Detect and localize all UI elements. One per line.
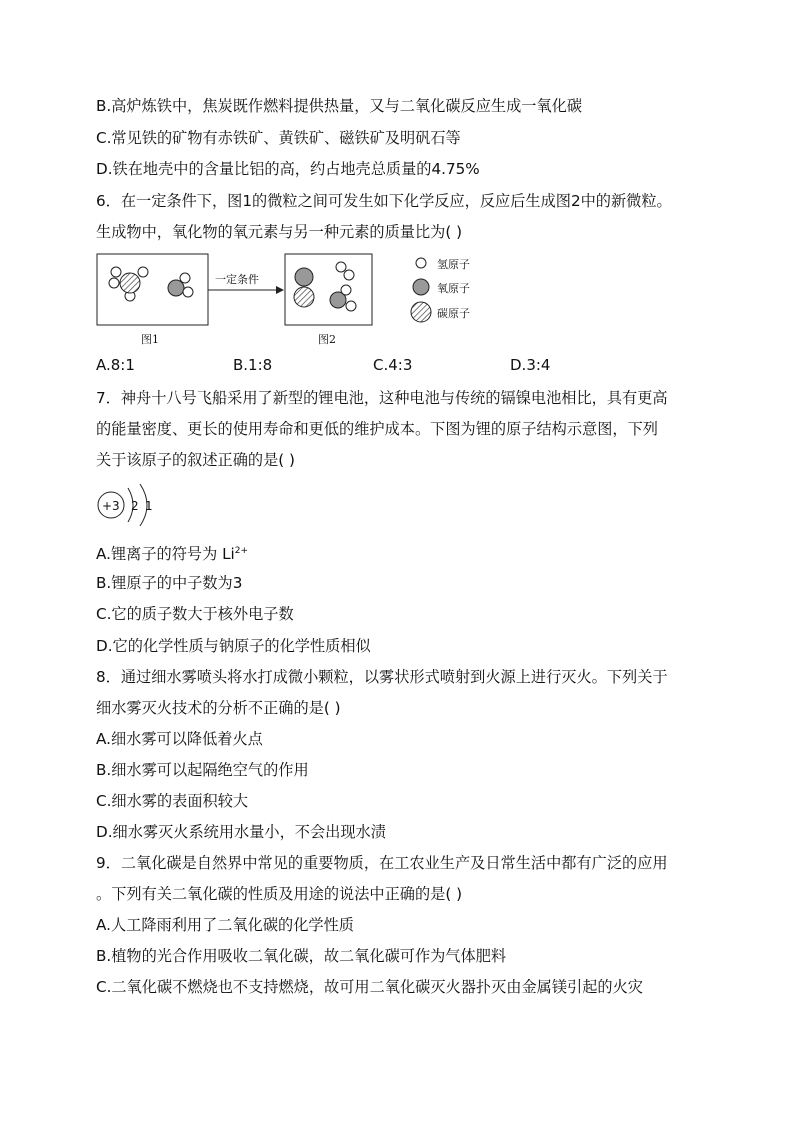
question-7-line-1: 7．神舟十八号飞船采用了新型的锂电池，这种电池与传统的镉镍电池相比，具有更高 <box>96 389 668 407</box>
q8-option-b[interactable]: B.细水雾可以起隔绝空气的作用 <box>96 761 309 779</box>
carbon-legend-icon <box>411 302 431 322</box>
reaction-figure <box>0 250 794 360</box>
question-6-line-2: 生成物中，氧化物的氧元素与另一种元素的质量比为( ) <box>96 223 462 241</box>
legend-carbon: 碳原子 <box>437 307 470 320</box>
arrow-label: 一定条件 <box>215 273 259 286</box>
water-molecule <box>168 273 193 297</box>
figure-1-label: 图1 <box>141 333 159 346</box>
oxygen-legend-icon <box>413 279 429 295</box>
q7-option-a[interactable] <box>96 541 248 564</box>
q7-option-a-text: A.锂离子的符号为 Li <box>96 545 235 564</box>
question-8-line-2: 细水雾灭火技术的分析不正确的是( ) <box>96 699 341 717</box>
q9-option-c[interactable]: C.二氧化碳不燃烧也不支持燃烧，故可用二氧化碳灭火器扑灭由金属镁引起的火灾 <box>96 978 643 996</box>
question-6-options <box>96 356 696 376</box>
question-7-line-2: 的能量密度、更长的使用寿命和更低的维护成本。下图为锂的原子结构示意图，下列 <box>96 420 658 438</box>
q6-option-d[interactable]: D.3:4 <box>510 356 551 374</box>
option-d-iron: D.铁在地壳中的含量比铝的高，约占地壳总质量的4.75% <box>96 160 480 178</box>
q7-option-d[interactable]: D.它的化学性质与钠原子的化学性质相似 <box>96 637 371 655</box>
nucleus-charge: +3 <box>102 499 120 513</box>
question-8-line-1: 8．通过细水雾喷头将水打成微小颗粒，以雾状形式喷射到火源上进行灭火。下列关于 <box>96 668 668 686</box>
h2-molecule <box>336 262 354 280</box>
question-9-line-1: 9．二氧化碳是自然界中常见的重要物质，在工农业生产及日常生活中都有广泛的应用 <box>96 854 668 872</box>
q8-option-c[interactable]: C.细水雾的表面积较大 <box>96 792 249 810</box>
co-molecule <box>294 268 314 307</box>
shell-2-electrons: 1 <box>145 499 153 513</box>
q7-option-b[interactable]: B.锂原子的中子数为3 <box>96 574 243 592</box>
q9-option-a[interactable]: A.人工降雨利用了二氧化碳的化学性质 <box>96 916 354 934</box>
legend-hydrogen: 氢原子 <box>437 258 470 271</box>
question-9-line-2: 。下列有关二氧化碳的性质及用途的说法中正确的是( ) <box>96 885 462 903</box>
q9-option-b[interactable]: B.植物的光合作用吸收二氧化碳，故二氧化碳可作为气体肥料 <box>96 947 507 965</box>
charge-superscript: 2+ <box>234 546 249 556</box>
q6-option-a[interactable]: A.8:1 <box>96 356 135 374</box>
q8-option-a[interactable]: A.细水雾可以降低着火点 <box>96 730 263 748</box>
q6-option-c[interactable]: C.4:3 <box>373 356 413 374</box>
q8-option-d[interactable]: D.细水雾灭火系统用水量小，不会出现水渍 <box>96 823 386 841</box>
methane-molecule <box>109 267 148 301</box>
water-molecule-product <box>330 285 356 311</box>
legend-oxygen: 氧原子 <box>437 282 470 295</box>
question-6-line-1: 6．在一定条件下，图1的微粒之间可发生如下化学反应，反应后生成图2中的新微粒。 <box>96 192 672 210</box>
lithium-atom-diagram <box>96 482 166 530</box>
question-7-line-3: 关于该原子的叙述正确的是( ) <box>96 451 295 469</box>
q6-option-b[interactable]: B.1:8 <box>233 356 273 374</box>
option-b-iron: B.高炉炼铁中，焦炭既作燃料提供热量，又与二氧化碳反应生成一氧化碳 <box>96 97 583 115</box>
q7-option-c[interactable]: C.它的质子数大于核外电子数 <box>96 605 294 623</box>
figure-2-label: 图2 <box>318 333 336 346</box>
shell-1-electrons: 2 <box>131 499 139 513</box>
option-c-iron: C.常见铁的矿物有赤铁矿、黄铁矿、磁铁矿及明矾石等 <box>96 129 461 147</box>
hydrogen-legend-icon <box>416 258 426 268</box>
